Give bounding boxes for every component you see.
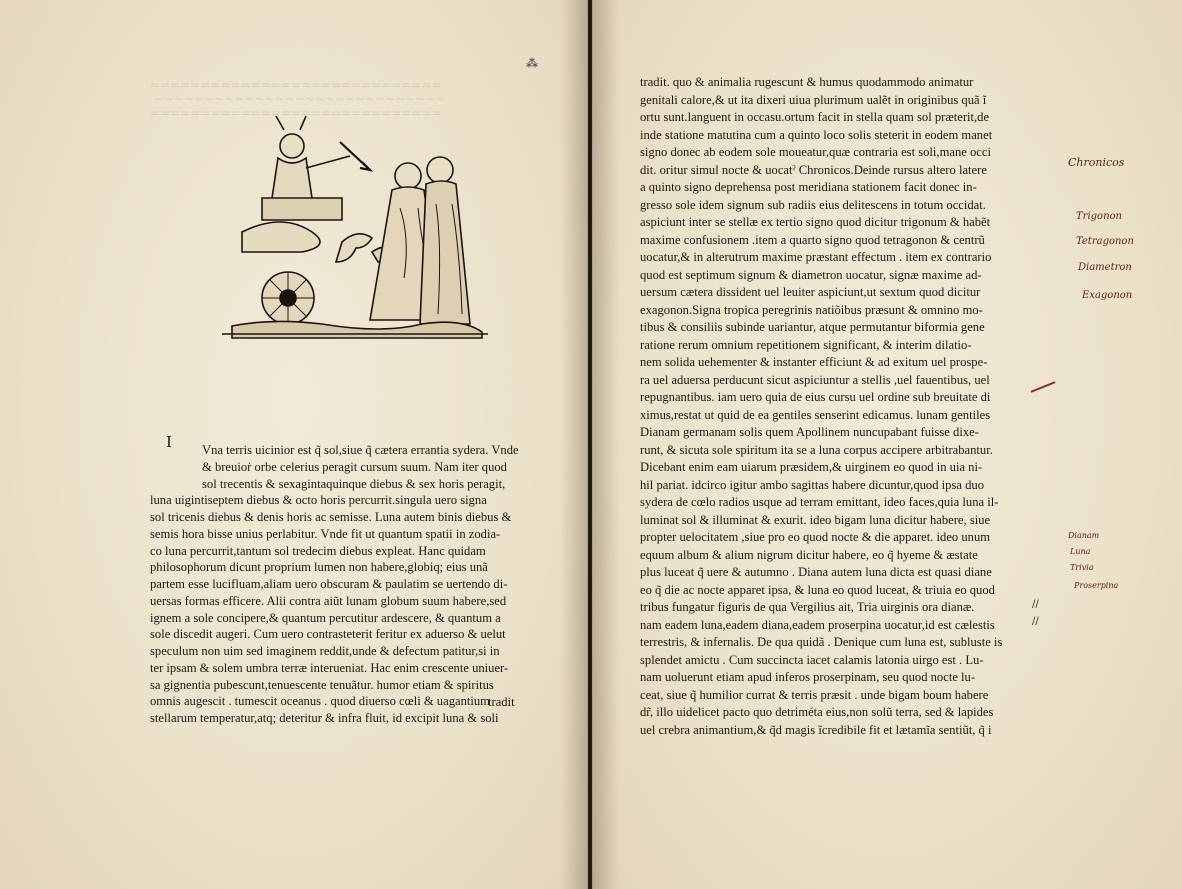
marginal-note: Chronicos	[1068, 156, 1125, 169]
text-line: aspiciunt inter se stellæ ex tertio signo quod dicitur trigonum & habẽt	[640, 215, 991, 229]
text-line: signo donec ab eodem sole moueatur,quæ contraria est soli,mane occi	[640, 145, 991, 159]
text-line: & breuioṙ orbe celerius peragit cursum suum. Nam iter quod	[202, 459, 507, 474]
text-line: hil pariat. idcirco igitur ambo sagittas habere dicuntur,quod ipsa duo	[640, 477, 984, 492]
text-line: uersum cætera dissident uel leuiter aspiciunt,ut sextum quod dicitur	[640, 285, 981, 299]
text-line: repugnantibus. iam uero quia de eius cursu uel ordine sub breuitate di	[640, 390, 991, 404]
marginal-note: Trigonon	[1076, 211, 1122, 222]
text-line: quod est septimum signum & diametron uocatur, signæ maxime ad-	[640, 267, 982, 282]
text-line: propter uelocitatem ,siue pro eo quod nocte & die apparet. ideo unum	[640, 530, 991, 544]
left-page	[0, 0, 588, 889]
text-line: ra uel aduersa perducunt sicut aspiciuntur a stellis ,uel fauentibus, uel	[640, 372, 990, 387]
marginal-note: Trivia	[1070, 563, 1094, 572]
text-line: omnis augescit . tumescit oceanus . quod diuerso cœli & uagantium	[150, 694, 490, 709]
text-line: partem esse lucifluam,aliam uero obscuram & paulatim se uertendo di-	[150, 577, 508, 591]
marginal-note: Luna	[1070, 547, 1091, 556]
text-line: maxime confusionem .item a quarto signo quod tetragonon & centrũ	[640, 232, 985, 247]
margin-mark: //	[1032, 616, 1039, 627]
marginal-note: Tetragonon	[1076, 236, 1134, 247]
text-line: stellarum temperatur,atq; deteritur & infra fluit, id excipit luna & soli	[150, 711, 499, 725]
woodcut-illustration	[222, 112, 488, 344]
margin-mark: //	[1032, 599, 1039, 610]
text-line: dit. oritur simul nocte & uocatˀ Chronicos.Deinde rursus altero latere	[640, 162, 987, 177]
text-line: inde statione matutina cum a quinto loco solis steterit in eodem manet	[640, 127, 993, 142]
text-line: Dicebant enim eam uiarum præsidem,& uirginem eo quod in uia ni-	[640, 460, 983, 474]
marginal-note: Proserpina	[1074, 581, 1119, 590]
text-line: philosophorum dicunt proprium lumen non habere,globiq; eius unã	[150, 560, 488, 575]
text-line: sol tricenis diebus & denis horis ac semisse. Luna autem binis diebus &	[150, 510, 512, 524]
text-line: ignem a sole concipere,& quantum percutitur ardescere, & quantum a	[150, 610, 501, 625]
text-line: Dianam germanam solis quem Apollinem nuncupabant fuisse dixe-	[640, 425, 979, 439]
text-line: terrestris, & infernalis. De qua quidã . Denique cum luna est, subluste is	[640, 635, 1003, 649]
text-line: tibus & consiliis subinde uariantur, atque permutantur biformia gene	[640, 320, 985, 334]
text-line: ratione rerum omnium repetitionem significant, & interim dilatio-	[640, 337, 972, 352]
text-line: eo q̃ die ac nocte apparet ipsa, & luna eo quod luceat, & triuia eo quod	[640, 582, 995, 597]
marginal-note: Diametron	[1078, 262, 1132, 273]
text-line: ortu sunt.languent in occasu.ortum facit in stella quam sol præterit,de	[640, 110, 990, 124]
text-line: nam uoluerunt etiam apud inferos proserpinam, seu quod nocte lu-	[640, 670, 976, 684]
text-line: luminat sol & illuminat & exurit. ideo bigam luna dicitur habere, siue	[640, 512, 991, 527]
text-line: Vna terris uicinior est q̃ sol,siue q̃ cætera errantia sydera. Vnde	[202, 443, 519, 457]
text-line: sydera de cœlo radios usque ad terram emittant, ideo faces,quia luna il-	[640, 495, 999, 509]
text-line: co luna percurrit,tantum sol tredecim diebus expleat. Hanc quidam	[150, 543, 486, 558]
text-line: sol trecentis & sexagintaquinque diebus & sex horis peragit,	[202, 476, 506, 491]
text-line: speculum non uim sed imaginem reddit,unde & defectum patitur,si in	[150, 644, 500, 658]
text-line: splendet amictu . Cum succincta iacet calamis latonia uirgo est . Lu-	[640, 652, 984, 667]
bleed-through-text: ============================= ~~~~~~~~~~~~~~~~~~~~~~~~~~~~~ =============================	[150, 78, 446, 120]
decorated-initial: I	[166, 433, 172, 451]
text-line: ter ipsam & solem umbra terræ interueniat. Hac enim crescente uniuer-	[150, 660, 509, 675]
text-line: gresso sole idem signum sub radiis eius delitescens in totum occidat.	[640, 197, 986, 212]
marginal-note: Exagonon	[1082, 290, 1133, 301]
text-line: luna uigintiseptem diebus & octo horis percurrit.singula uero signa	[150, 493, 487, 508]
text-line: ximus,restat ut quid de ea gentiles senserint edicamus. lunam gentiles	[640, 407, 991, 422]
text-line: uersas formas efficere. Alii contra aiũt lunam globum suum habere,sed	[150, 593, 507, 608]
text-line: plus luceat q̃ uere & autumno . Diana autem luna dicta est quasi diane	[640, 565, 992, 579]
text-line: tradit. quo & animalia rugescunt & humus quodammodo animatur	[640, 75, 974, 89]
text-line: ceat, siue q̃ humilior currat & terris præsit . unde bigam boum habere	[640, 687, 989, 702]
text-line: runt, & sicuta sole spiritum ita se a luna corpus accipere arbitrabantur.	[640, 442, 993, 457]
red-ink-stroke	[1031, 381, 1056, 393]
text-line: exagonon.Signa tropica peregrinis natiõibus præsunt & omnino mo-	[640, 302, 983, 317]
book-gutter	[560, 0, 620, 889]
text-line: equum album & alium nigrum dicitur habere, eo q̃ hyeme & æstate	[640, 547, 978, 562]
marginal-note: Dianam	[1068, 531, 1100, 540]
text-line: sole discedit augeri. Cum uero contrasteterit feritur ex aduerso & uelut	[150, 627, 506, 642]
left-text-block	[150, 442, 519, 727]
text-line: nam eadem luna,eadem diana,eadem proserpina uocatur,id est cælestis	[640, 617, 995, 632]
page-mark: ⁂	[526, 56, 538, 70]
text-line: a quinto signo deprehensa post meridiana stationem facit donec in-	[640, 180, 977, 194]
catchword: tradit	[488, 695, 515, 709]
text-line: tribus fungatur figuris de qua Vergilius ait, Tria uirginis ora dianæ.	[640, 600, 975, 614]
text-line: nem solida uehementer & instanter efficiunt & ad exitum uel prospe-	[640, 355, 988, 369]
text-line: semis hora bisse unius perlabitur. Vnde fit ut quantum spatii in zodia-	[150, 526, 501, 541]
text-line: dr̃, illo uidelicet pacto quo detriméta eius,non solũ terra, sed & lapides	[640, 705, 994, 719]
text-line: sa gignentia pubescunt,tenuescente tenuãtur. humor etiam & spiritus	[150, 677, 494, 692]
text-line: uel crebra animantium,& q̃d magis ĩcredibile fit et lætamĩa sentiũt, q̃ i	[640, 722, 992, 737]
right-text-block	[640, 74, 1002, 739]
text-line: uocatur,& in alterutrum maxime præstant effectum . item ex contrario	[640, 250, 992, 264]
text-line: genitali calore,& ut ita dixeri uiua plurimum ualẽt in originibus quã ĩ	[640, 92, 987, 107]
right-page	[592, 0, 1182, 889]
